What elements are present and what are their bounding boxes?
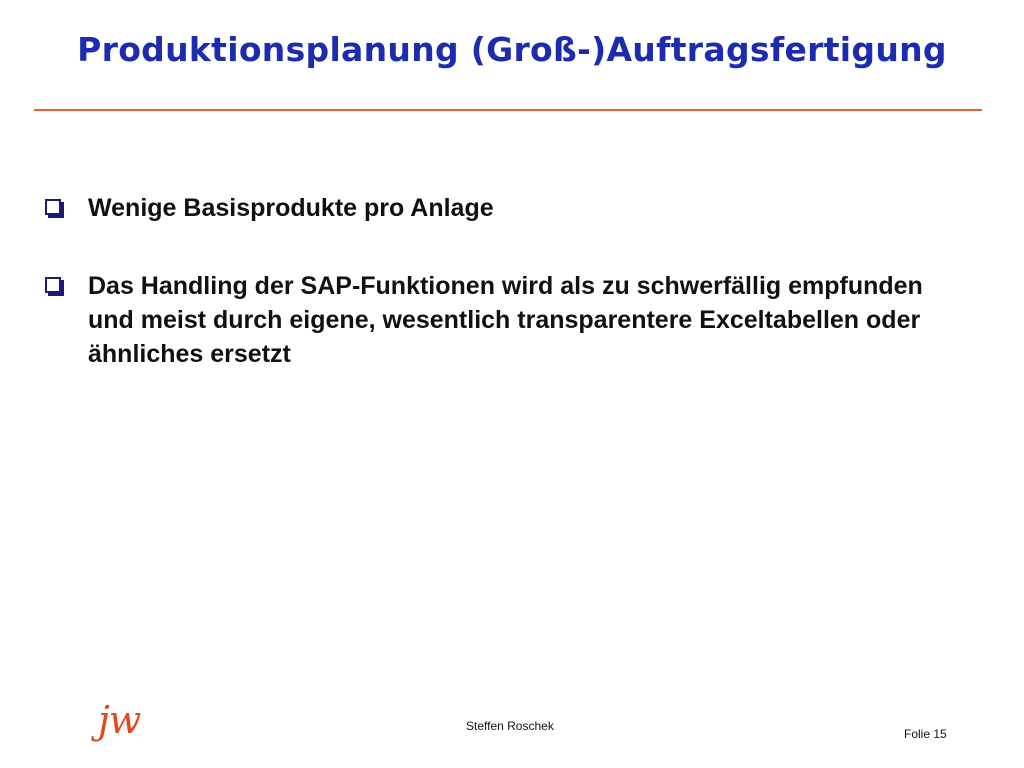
- jw-logo: jw: [98, 698, 141, 742]
- title-divider: [34, 109, 982, 111]
- bullet-item: [40, 191, 970, 225]
- checkbox-square-icon: [45, 199, 61, 215]
- bullet-list: [40, 191, 970, 415]
- footer-author: Steffen Roschek: [466, 719, 554, 733]
- bullet-text: Wenige Basisprodukte pro Anlage: [88, 194, 494, 222]
- bullet-item: [40, 269, 970, 371]
- bullet-text: Das Handling der SAP-Funktionen wird als zu schwerfällig empfunden und meist durch eigene, wesentlich transparentere Exceltabellen oder ähnliches ersetzt: [88, 272, 923, 368]
- footer-page-number: Folie 15: [904, 727, 947, 741]
- checkbox-square-icon: [45, 277, 61, 293]
- slide-title: Produktionsplanung (Groß-)Auftragsfertigung: [77, 30, 947, 69]
